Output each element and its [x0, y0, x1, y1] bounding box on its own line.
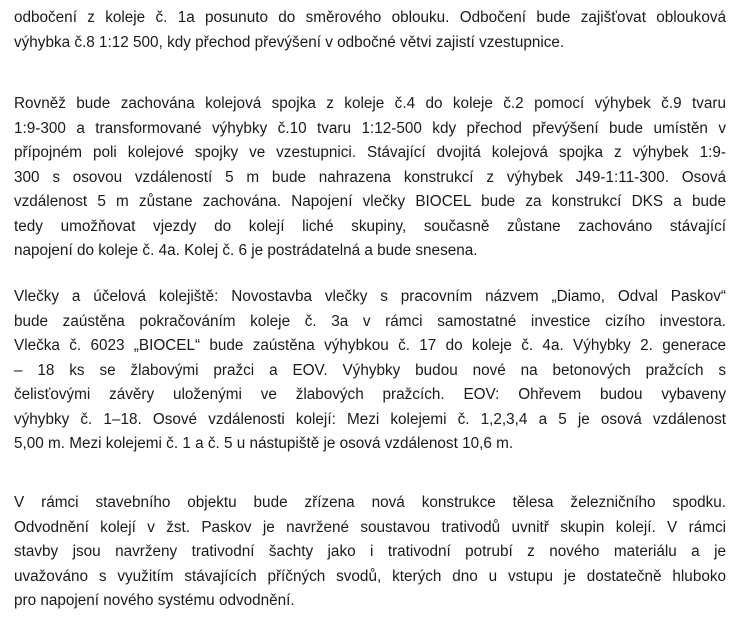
paragraph-track-crossover: [14, 92, 726, 264]
text-line: Vlečky a účelová kolejiště: Novostavba vlečky s pracovním názvem „Diamo, Odval Paskov“: [14, 288, 726, 305]
text-line: napojení do koleje č. 4a. Kolej č. 6 je postrádatelná a bude snesena.: [14, 242, 478, 260]
text-line: stavby jsou navrženy trativodní šachty jako i trativodní potrubí z nového materiálu a je: [14, 543, 726, 561]
text-line: bude zaústěna pokračováním koleje č. 3a v rámci samostatné investice cizího investora.: [14, 312, 726, 330]
text-line: odbočení z koleje č. 1a posunuto do směrového oblouku. Odbočení bude zajišťovat oblouková: [14, 9, 726, 26]
text-line: uvažováno s využitím stávajících příčných svodů, kterých dno u vstupu je dostatečně hluboko: [14, 567, 726, 585]
text-line: vzdálenost 5 m zůstane zachována. Napojení vlečky BIOCEL bude za konstrukcí DKS a bude: [14, 193, 726, 211]
text-line: – 18 ks se žlabovými pražci a EOV. Výhybky budou nové na betonových pražcích s: [14, 361, 726, 379]
text-line: 1:9-300 a transformované výhybky č.10 tvaru 1:12-500 kdy přechod převýšení bude umístěn v: [14, 119, 726, 137]
text-line: 5,00 m. Mezi kolejemi č. 1 a č. 5 u nástupiště je osová vzdálenost 10,6 m.: [14, 435, 514, 453]
paragraph-sidings: [14, 285, 726, 457]
text-line: pro napojení nového systému odvodnění.: [14, 592, 295, 610]
text-line: V rámci stavebního objektu bude zřízena nová konstrukce tělesa železničního spodku.: [14, 494, 726, 511]
text-line: 300 s osovou vzdáleností 5 m bude nahrazena konstrukcí z výhybek J49-1:11-300. Osová: [14, 168, 726, 186]
text-line: Odvodnění kolejí v žst. Paskov je navržené soustavou trativodů uvnitř skupin kolejí. V rámci: [14, 518, 726, 536]
text-line: výhybky č. 1–18. Osové vzdálenosti kolejí: Mezi kolejemi č. 1,2,3,4 a 5 je osová vzdálenost: [14, 410, 726, 428]
text-line: výhybka č.8 1:12 500, kdy přechod převýšení v odbočné větvi zajistí vzestupnice.: [14, 33, 565, 51]
text-line: Vlečka č. 6023 „BIOCEL“ bude zaústěna výhybkou č. 17 do koleje č. 4a. Výhybky 2. generace: [14, 337, 726, 355]
text-line: přípojném poli kolejové spojky ve vzestupnici. Stávající dvojitá kolejová spojka z výhybek 1:9-: [14, 144, 726, 162]
paragraph-turnout-curve: [14, 6, 726, 55]
text-line: čelisťovými závěry uloženými ve žlabových pražcích. EOV: Ohřevem budou vybaveny: [14, 386, 726, 404]
text-line: Rovněž bude zachována kolejová spojka z koleje č.4 do koleje č.2 pomocí výhybek č.9 tvaru: [14, 95, 726, 112]
paragraph-drainage: [14, 491, 726, 614]
text-line: tedy umožňovat vjezdy do kolejí liché skupiny, současně zůstane zachováno stávající: [14, 217, 726, 235]
